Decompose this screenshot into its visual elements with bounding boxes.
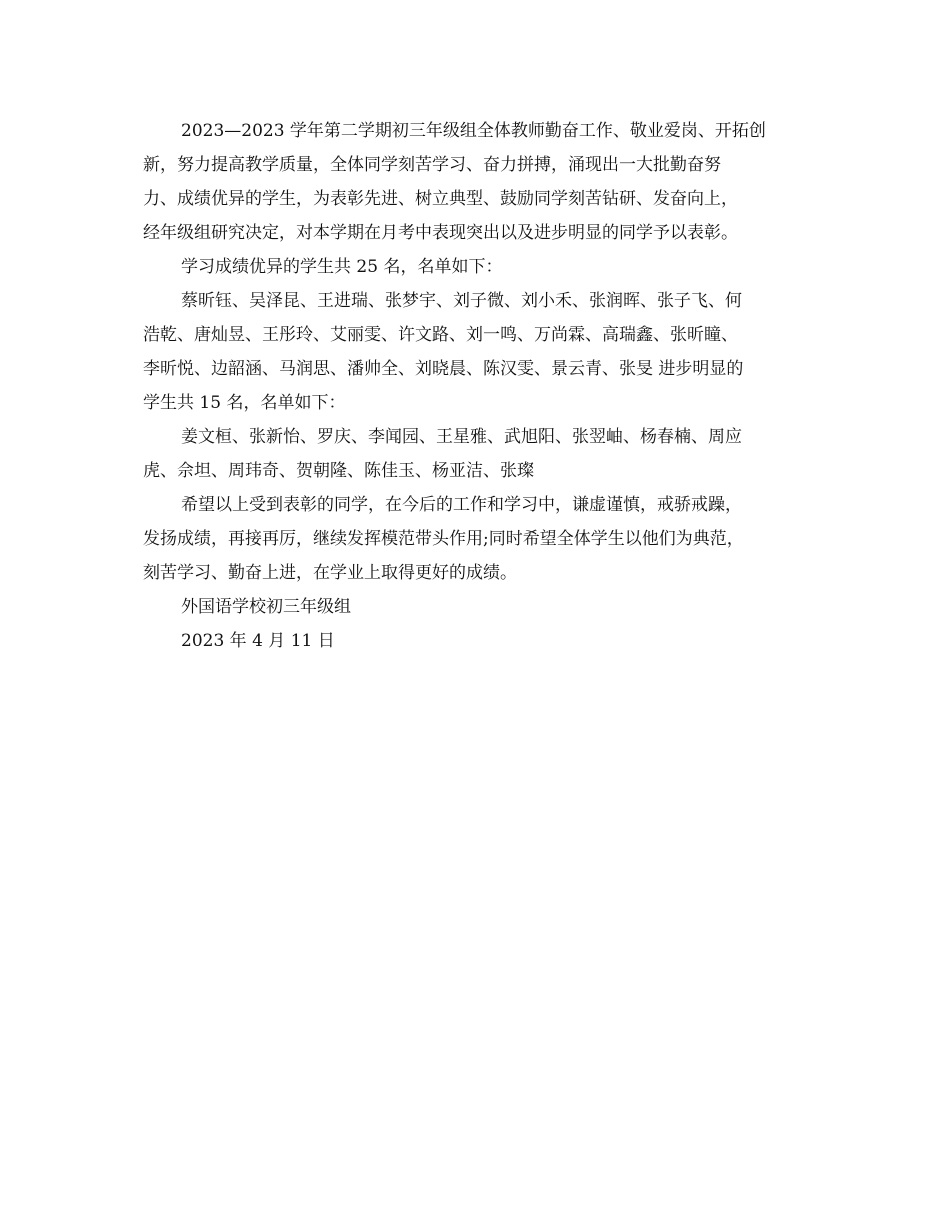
excellent-heading-paragraph (143, 250, 813, 284)
intro-line: 经年级组研究决定，对本学期在月考中表现突出以及进步明显的同学予以表彰。 (143, 223, 738, 243)
signature-paragraph (143, 590, 813, 624)
closing-line: 发扬成绩，再接再厉，继续发挥模范带头作用;同时希望全体学生以他们为典范， (143, 529, 744, 549)
closing-paragraph (143, 488, 813, 590)
date-paragraph (143, 624, 813, 658)
excellent-list-paragraph (143, 284, 813, 420)
progress-list-line: 姜文桓、张新怡、罗庆、李闻园、王星雅、武旭阳、张翌岫、杨春楠、周应 (181, 427, 742, 447)
excellent-list-line: 李昕悦、边韶涵、马润思、潘帅全、刘晓晨、陈汉雯、景云青、张旻 进步明显的 (143, 359, 744, 379)
closing-line: 希望以上受到表彰的同学，在今后的工作和学习中，谦虚谨慎，戒骄戒躁， (181, 495, 742, 515)
intro-line: 力、成绩优异的学生，为表彰先进、树立典型、鼓励同学刻苦钻研、发奋向上， (143, 189, 738, 209)
closing-line: 刻苦学习、勤奋上进，在学业上取得更好的成绩。 (143, 563, 517, 583)
document-body (143, 114, 813, 658)
intro-paragraph (143, 114, 813, 250)
excellent-list-line: 学生共 15 名，名单如下： (143, 393, 346, 413)
excellent-list-line: 浩乾、唐灿昱、王彤玲、艾丽雯、许文路、刘一鸣、万尚霖、高瑞鑫、张昕瞳、 (143, 325, 738, 345)
intro-line: 2023—2023 学年第二学期初三年级组全体教师勤奋工作、敬业爱岗、开拓创 (181, 121, 766, 141)
intro-line: 新，努力提高教学质量，全体同学刻苦学习、奋力拼搏，涌现出一大批勤奋努 (143, 155, 721, 175)
excellent-heading: 学习成绩优异的学生共 25 名，名单如下： (181, 257, 503, 277)
signature: 外国语学校初三年级组 (181, 597, 351, 617)
document-date: 2023 年 4 月 11 日 (181, 631, 335, 651)
excellent-list-line: 蔡昕钰、吴泽昆、王进瑞、张梦宇、刘子微、刘小禾、张润晖、张子飞、何 (181, 291, 742, 311)
progress-list-paragraph (143, 420, 813, 488)
progress-list-line: 虎、佘坦、周玮奇、贺朝隆、陈佳玉、杨亚洁、张璨 (143, 461, 534, 481)
